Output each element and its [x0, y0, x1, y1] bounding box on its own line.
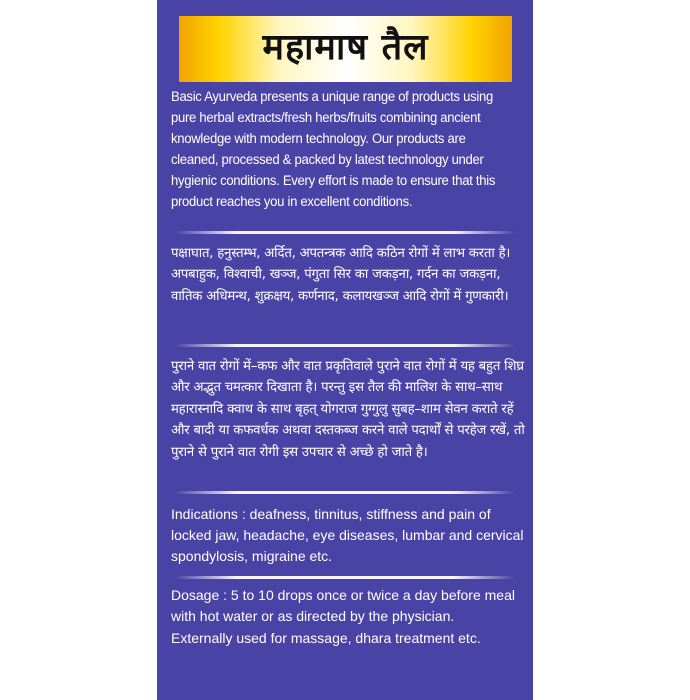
- title-band: [179, 16, 512, 82]
- divider: [175, 344, 515, 347]
- product-title: महामाष तैल: [262, 27, 429, 68]
- hindi-details-paragraph: पुराने वात रोगों में–कफ और वात प्रकृतिवाले पुराने वात रोगों में यह बहुत शिघ्र और अद्भुत चमत्कार दिखाता है। परन्तु इस तैल की मालिश के साथ–साथ महारास्नादि क्वाथ के साथ बृहत् योगराज गुग्गुलु सुबह–शाम सेवन कराते रहें और बादी या कफवर्धक अथवा दस्तकब्ज करने वाले पदार्थों से परहेज रखें, तो पुराने से पुराने वात रोगी इस उपचार से अच्छे हो जाते है।: [171, 359, 525, 460]
- divider: [175, 231, 515, 234]
- divider: [175, 491, 515, 494]
- divider: [175, 576, 515, 579]
- indications-paragraph: Indications : deafness, tinnitus, stiffness and pain of locked jaw, headache, eye diseases, lumbar and cervical spondylosis, migraine etc.: [171, 506, 524, 564]
- hindi-uses-paragraph: पक्षाघात, हनुस्तम्भ, अर्दित, अपतन्त्रक आदि कठिन रोगों में लाभ करता है। अपबाहुक, विश्वाची, खञ्ज, पंगुता सिर का जकड़ना, गर्दन का जकड़ना, वातिक अधिमन्थ, शुक्रक्षय, कर्णनाद, कलायखञ्ज आदि रोगों में गुणकारी।: [171, 246, 511, 304]
- product-label-card: [157, 0, 533, 700]
- external-use-paragraph: Externally used for massage, dhara treatment etc.: [171, 630, 481, 646]
- dosage-paragraph: Dosage : 5 to 10 drops once or twice a day before meal with hot water or as directed by the physician.: [171, 587, 515, 624]
- intro-paragraph: Basic Ayurveda presents a unique range of products using pure herbal extracts/fresh herbs/fruits combining ancient knowledge with modern technology. Our products are cleaned, processed & packed by latest technology under hygienic conditions. Every effort is made to ensure that this product reaches you in excellent conditions.: [171, 89, 496, 209]
